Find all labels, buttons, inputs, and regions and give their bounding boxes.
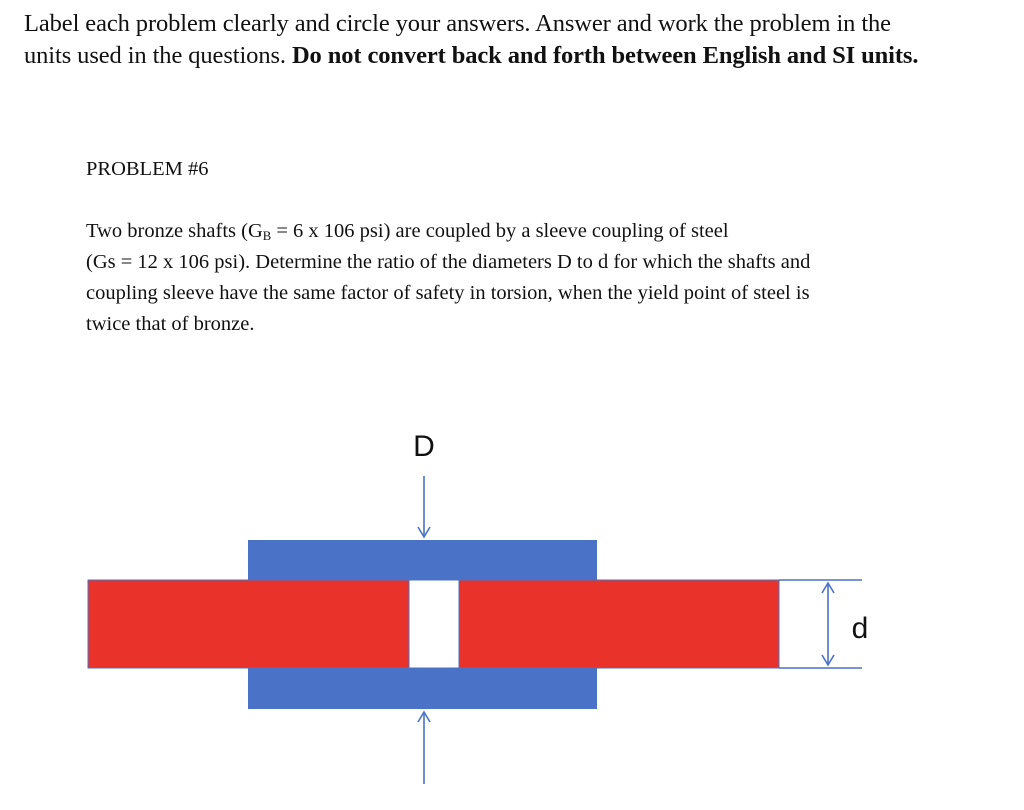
problem-line-2: (Gs = 12 x 106 psi). Determine the ratio of the diameters D to d for which the shafts and [86,251,811,273]
problem-line-1-end: = 6 x 106 psi) are coupled by a sleeve coupling of steel [271,220,729,242]
problem-heading: PROBLEM #6 [86,158,209,180]
sleeve-bottom [248,668,597,709]
problem-line-4: twice that of bronze. [86,313,255,335]
bronze-subscript: B [262,229,272,244]
label-d: d [851,612,869,645]
problem-line-3: coupling sleeve have the same factor of safety in torsion, when the yield point of steel is [86,282,810,304]
left-shaft [88,580,409,668]
instructions-line-2-text: units used in the questions. [24,42,292,69]
shaft-gap [409,580,459,668]
dimension-d [779,580,862,668]
label-D: D [413,430,435,463]
problem-line-1-start: Two bronze shafts (G [86,220,263,242]
instructions-line-1: Label each problem clearly and circle your answers. Answer and work the problem in the [24,10,891,37]
arrow-down-icon [418,476,430,537]
arrow-up-icon [418,712,430,784]
instructions-warning: Do not convert back and forth between English and SI units. [291,42,919,69]
right-shaft [459,580,779,668]
sleeve-top [248,540,597,581]
